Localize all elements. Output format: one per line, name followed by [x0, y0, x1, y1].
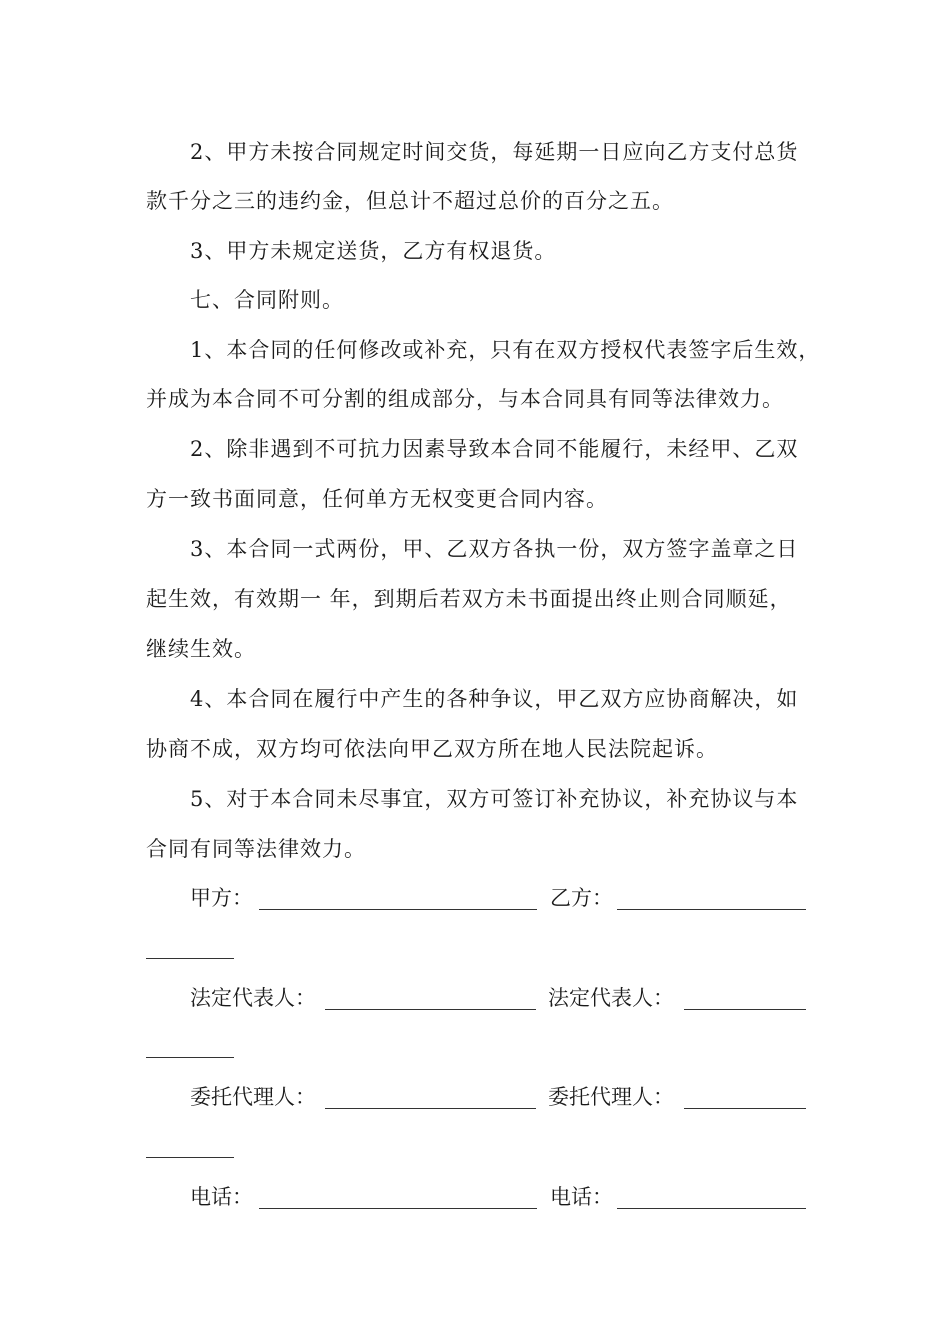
clause-unfinished-matters-line1: 5、对于本合同未尽事宜，双方可签订补充协议，补充协议与本	[190, 787, 799, 811]
party-a-label: 甲方：	[190, 886, 253, 910]
clause-return-goods: 3、甲方未规定送货，乙方有权退货。	[190, 239, 557, 263]
legal-rep-a-label: 法定代表人：	[190, 986, 316, 1010]
section-title-supplementary: 七、合同附则。	[190, 288, 344, 312]
agent-a-label: 委托代理人：	[190, 1085, 316, 1109]
agent-a-blank[interactable]	[325, 1108, 536, 1109]
legal-rep-b-label: 法定代表人：	[548, 986, 674, 1010]
signature-row-phone	[190, 1182, 810, 1212]
agent-b-blank-wrap[interactable]	[146, 1157, 234, 1158]
phone-b-blank[interactable]	[617, 1208, 806, 1209]
phone-a-blank[interactable]	[259, 1208, 537, 1209]
clause-copies-line3: 继续生效。	[146, 637, 256, 661]
clause-delivery-delay-line1: 2、甲方未按合同规定时间交货，每延期一日应向乙方支付总货	[190, 140, 799, 164]
clause-force-majeure-line2: 方一致书面同意，任何单方无权变更合同内容。	[146, 487, 608, 511]
clause-amendment-line1: 1、本合同的任何修改或补充，只有在双方授权代表签字后生效，	[190, 338, 821, 362]
clause-copies-line1: 3、本合同一式两份，甲、乙双方各执一份，双方签字盖章之日	[190, 537, 799, 561]
agent-b-blank[interactable]	[684, 1108, 806, 1109]
party-b-label: 乙方：	[550, 886, 613, 910]
party-b-blank-wrap[interactable]	[146, 958, 234, 959]
legal-rep-b-blank-wrap[interactable]	[146, 1057, 234, 1058]
legal-rep-b-blank[interactable]	[684, 1009, 806, 1010]
agent-b-label: 委托代理人：	[548, 1085, 674, 1109]
signature-row-party	[190, 883, 810, 913]
signature-row-agent	[190, 1082, 810, 1112]
legal-rep-a-blank[interactable]	[325, 1009, 536, 1010]
clause-unfinished-matters-line2: 合同有同等法律效力。	[146, 837, 366, 861]
phone-a-label: 电话：	[190, 1185, 253, 1209]
party-b-blank[interactable]	[617, 909, 806, 910]
clause-delivery-delay-line2: 款千分之三的违约金，但总计不超过总价的百分之五。	[146, 189, 674, 213]
signature-row-legal-rep	[190, 983, 810, 1013]
clause-disputes-line2: 协商不成，双方均可依法向甲乙双方所在地人民法院起诉。	[146, 737, 718, 761]
party-a-blank[interactable]	[259, 909, 537, 910]
clause-force-majeure-line1: 2、除非遇到不可抗力因素导致本合同不能履行，未经甲、乙双	[190, 437, 799, 461]
clause-copies-line2: 起生效，有效期一 年，到期后若双方未书面提出终止则合同顺延，	[146, 587, 792, 611]
clause-disputes-line1: 4、本合同在履行中产生的各种争议，甲乙双方应协商解决，如	[190, 687, 799, 711]
clause-amendment-line2: 并成为本合同不可分割的组成部分，与本合同具有同等法律效力。	[146, 387, 784, 411]
phone-b-label: 电话：	[550, 1185, 613, 1209]
